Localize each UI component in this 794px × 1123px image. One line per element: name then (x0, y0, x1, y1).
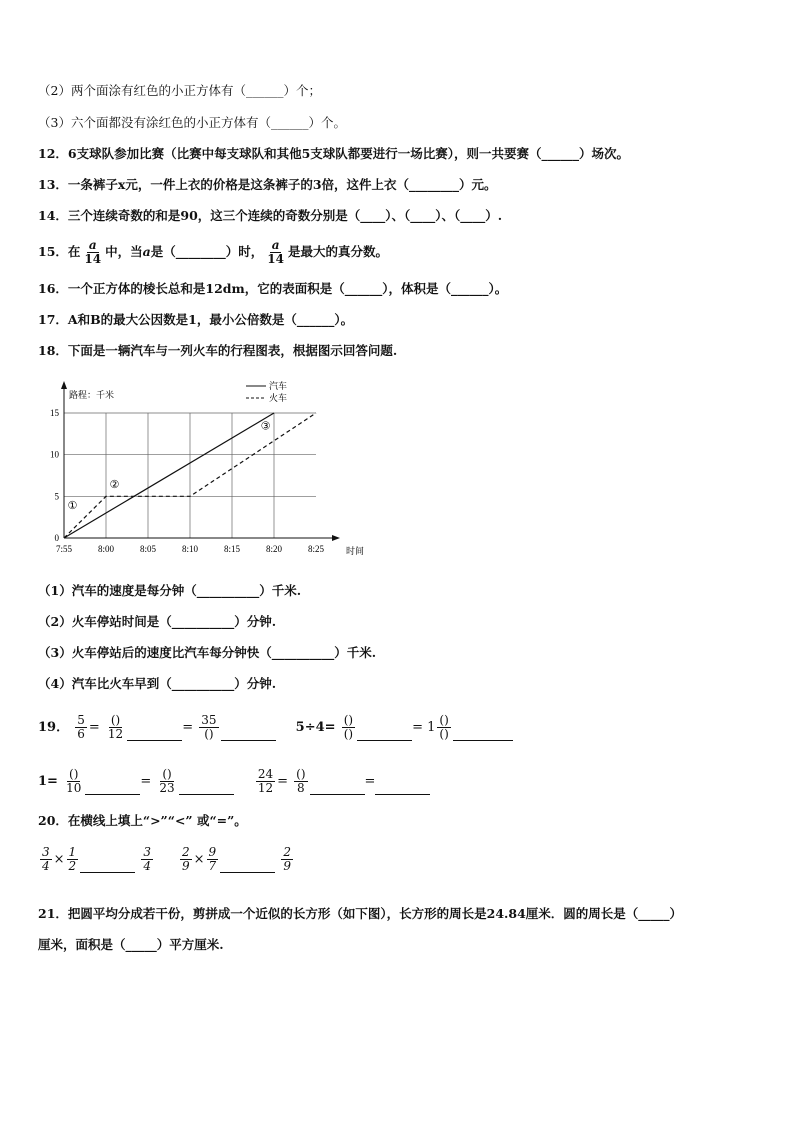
x-axis-arrow (332, 535, 340, 541)
question-17: 17．A和B的最大公因数是1，最小公倍数是（______）。 (38, 312, 354, 327)
q20-blank-1[interactable] (80, 858, 135, 873)
q19-blank-1[interactable] (127, 726, 182, 741)
x-axis-label: 时间 (346, 547, 365, 557)
x-tick-label: 7:55 (55, 544, 73, 554)
question-18-1: （1）汽车的速度是每分钟（__________）千米. (38, 583, 302, 598)
question-18-3: （3）火车停站后的速度比汽车每分钟快（__________）千米. (38, 645, 377, 660)
q19-frac-6: $\frac{()}{10}$ (66, 767, 82, 795)
q19-frac-7: $\frac{()}{23}$ (159, 767, 175, 795)
q15-fraction-2: $\frac{a}{14}$ (267, 238, 284, 266)
question-21-cont: 厘米，面积是（_____）平方厘米. (38, 937, 224, 952)
q19-frac-9: $\frac{()}{8}$ (296, 767, 306, 795)
x-tick-label: 8:10 (181, 544, 199, 554)
legend-label: 汽车 (269, 382, 288, 392)
question-14: 14．三个连续奇数的和是90，这三个连续的奇数分别是（____）、（____）、（____）. (38, 208, 503, 223)
q19-frac-4: $\frac{()}{()}$ (343, 713, 354, 741)
y-tick-label: 10 (50, 449, 59, 460)
x-tick-label: 8:20 (265, 544, 283, 554)
x-tick-label: 8:15 (223, 544, 241, 554)
x-tick-label: 8:00 (97, 544, 115, 554)
q19-frac-2: $\frac{()}{12}$ (107, 713, 124, 741)
q15-text-b: 中，当 (105, 244, 143, 259)
q15-fraction: $\frac{a}{14}$ (84, 238, 102, 266)
question-20: 20．在横线上填上“>”“<” 或“=”。 (38, 813, 247, 828)
question-16: 16．一个正方体的棱长总和是12dm，它的表面积是（______），体积是（______）。 (38, 281, 508, 296)
q19-blank-6[interactable] (179, 780, 234, 795)
question-21: 21．把圆平均分成若干份，剪拼成一个近似的长方形（如下图），长方形的周长是24.84厘米．圆的周长是（_____） (38, 906, 683, 921)
q19-blank-8[interactable] (375, 780, 430, 795)
legend-label: 火车 (269, 394, 288, 404)
question-19-row-2: 1= $\frac{()}{10}$ = $\frac{()}{23}$ $\frac{24}{12}$ = $\frac{()}{8}$ = (38, 768, 430, 795)
q20-expr-2: $\frac{2}{9}$ × $\frac{9}{7}$ $\frac{2}{9}$ (182, 845, 291, 873)
question-18-2: （2）火车停站时间是（__________）分钟. (38, 614, 277, 629)
item-3: （3）六个面都没有涂红色的小正方体有（______）个。 (38, 115, 346, 130)
chart-annotation: ③ (260, 419, 271, 433)
item-2: （2）两个面涂有红色的小正方体有（______）个； (38, 83, 321, 98)
question-18: 18．下面是一辆汽车与一列火车的行程图表，根据图示回答问题. (38, 343, 398, 358)
x-tick-label: 8:25 (307, 544, 325, 554)
question-19-row-1: 19． $\frac{5}{6}$ = $\frac{()}{12}$ = $\frac{35}{()}$ 5÷4= $\frac{()}{()}$ = 1 $\frac{()}{()}$ (38, 714, 513, 741)
q15-var: a (142, 244, 151, 259)
x-tick-label: 8:05 (139, 544, 157, 554)
q15-text-c: 是（________）时， (150, 244, 264, 259)
question-12: 12．6支球队参加比赛（比赛中每支球队和其他5支球队都要进行一场比赛），则一共要赛（______）场次。 (38, 146, 630, 161)
y-tick-label: 5 (54, 491, 59, 502)
q19-frac-3: $\frac{35}{()}$ (201, 713, 217, 741)
q19-blank-2[interactable] (221, 726, 276, 741)
q20-blank-2[interactable] (220, 858, 275, 873)
chart-annotation: ① (67, 498, 78, 512)
q19-blank-4[interactable] (453, 726, 513, 741)
travel-chart (34, 375, 365, 560)
question-18-4: （4）汽车比火车早到（__________）分钟. (38, 676, 277, 691)
q19-frac-1: $\frac{5}{6}$ (77, 713, 85, 741)
q19-division: 5÷4= (295, 720, 336, 735)
q20-expr-1: $\frac{3}{4}$ × $\frac{1}{2}$ $\frac{3}{4}$ (42, 845, 151, 873)
q19-frac-8: $\frac{24}{12}$ (257, 767, 274, 795)
q19-label: 19． (38, 720, 70, 735)
question-15 (38, 238, 388, 266)
question-13: 13．一条裤子x元，一件上衣的价格是这条裤子的3倍，这件上衣（________）元。 (38, 177, 497, 192)
y-axis-label: 路程：千米 (69, 391, 115, 401)
y-axis-arrow (61, 381, 67, 389)
q19-one: 1= (38, 774, 58, 789)
q15-text-d: 是最大的真分数。 (287, 244, 388, 259)
y-tick-label: 0 (54, 533, 59, 543)
q19-blank-3[interactable] (357, 726, 412, 741)
q19-blank-5[interactable] (85, 780, 140, 795)
series-line-car (64, 413, 274, 538)
y-tick-label: 15 (50, 408, 59, 418)
q15-text-a: 15．在 (38, 244, 81, 259)
q19-frac-5: $\frac{()}{()}$ (439, 713, 449, 741)
q19-blank-7[interactable] (310, 780, 365, 795)
chart-annotation: ② (109, 478, 120, 491)
